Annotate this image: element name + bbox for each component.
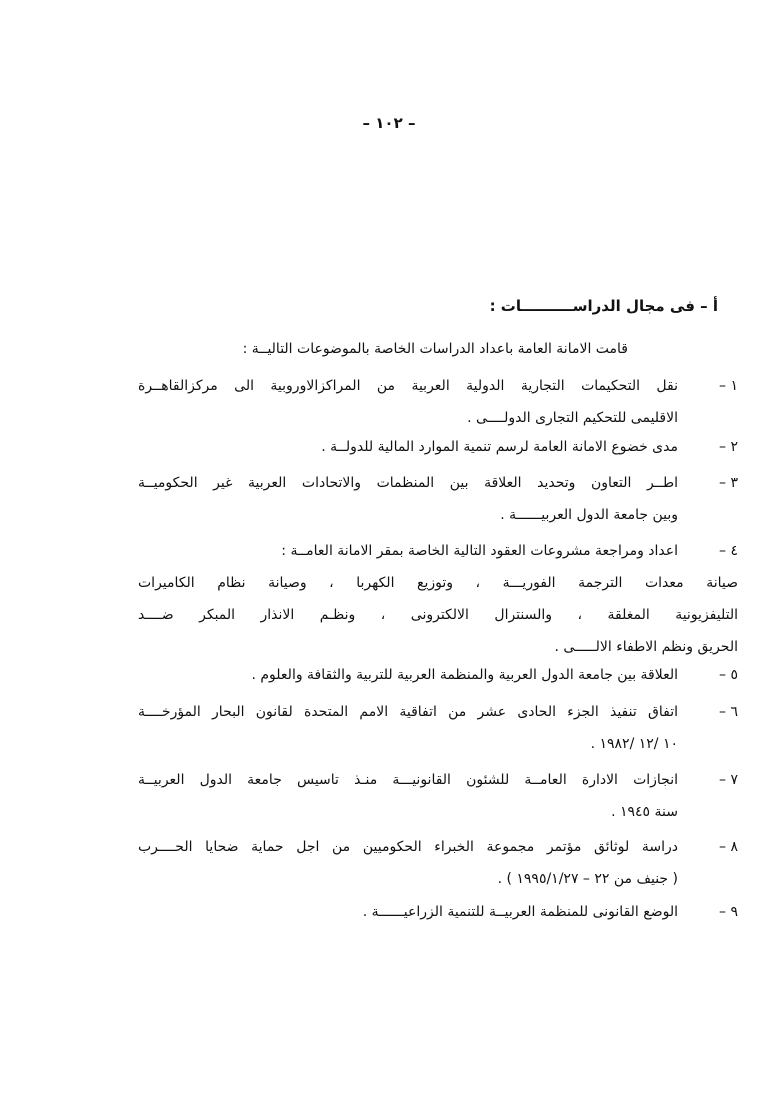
item-text-line: الحريق ونظم الاطفاء الالـــــى . bbox=[554, 639, 738, 655]
item-number: ٦ – bbox=[719, 704, 738, 720]
item-number: ٨ – bbox=[719, 839, 738, 855]
item-number: ٣ – bbox=[719, 475, 738, 491]
list-item bbox=[138, 896, 738, 928]
item-text-line: سنة ١٩٤٥ . bbox=[611, 804, 678, 820]
item-text-line: اعداد ومراجعة مشروعات العقود التالية الخاصة بمقر الامانة العامــة : bbox=[281, 543, 678, 559]
list-item bbox=[138, 370, 738, 434]
list-item bbox=[138, 764, 738, 828]
page-number: – ١٠٢ – bbox=[362, 114, 416, 132]
item-text-line: الوضع القانونى للمنظمة العربيــة للتنمية الزراعيــــــة . bbox=[362, 904, 678, 920]
item-text-line: مدى خضوع الامانة العامة لرسم تنمية الموارد المالية للدولــة . bbox=[321, 439, 678, 455]
item-number: ٩ – bbox=[719, 904, 738, 920]
list-item bbox=[138, 467, 738, 531]
list-item bbox=[138, 831, 738, 895]
intro-paragraph: قامت الامانة العامة باعداد الدراسات الخاصة بالموضوعات التاليــة : bbox=[242, 341, 628, 357]
item-text-line: نقل التحكيمات التجارية الدولية العربية من المراكزالاوروبية الى مركزالقاهــرة bbox=[138, 378, 678, 394]
item-text-line: ( جنيف من ٢٢ – ١٩٩٥/١/٢٧ ) . bbox=[497, 871, 678, 887]
section-heading: أ – فى مجال الدراســــــــــات : bbox=[489, 297, 718, 315]
item-text-line: الاقليمى للتحكيم التجارى الدولــــى . bbox=[467, 410, 678, 426]
item-text-line: صيانة معدات الترجمة الفوريـــة ، وتوزيع الكهربا ، وصيانة نظام الكاميرات bbox=[138, 575, 738, 591]
item-number: ٧ – bbox=[719, 772, 738, 788]
list-item bbox=[138, 696, 738, 760]
list-item bbox=[138, 431, 738, 463]
item-text-line: وبين جامعة الدول العربيــــــة . bbox=[500, 507, 678, 523]
list-item bbox=[138, 659, 738, 691]
item-text-line: ١٠ /١٢ /١٩٨٢ . bbox=[590, 736, 678, 752]
item-text-line: اتفاق تنفيذ الجزء الحادى عشر من اتفاقية الامم المتحدة لقانون البحار المؤرخــــة bbox=[138, 704, 678, 720]
item-text-line: العلاقة بين جامعة الدول العربية والمنظمة العربية للتربية والثقافة والعلوم . bbox=[251, 667, 678, 683]
item-number: ٢ – bbox=[719, 439, 738, 455]
item-text-line: التليفزيونية المغلقة ، والسنترال الالكترونى ، ونظـم الانذار المبكر ضــــد bbox=[138, 607, 738, 623]
item-text-line: اطــر التعاون وتحديد العلاقة بين المنظمات والاتحادات العربية غير الحكوميــة bbox=[138, 475, 678, 491]
item-text-line: انجازات الادارة العامــة للشئون القانونيـــة منـذ تاسيس جامعة الدول العربيــة bbox=[138, 772, 678, 788]
item-number: ١ – bbox=[719, 378, 738, 394]
item-text-line: دراسة لوثائق مؤتمر مجموعة الخبراء الحكوميين من اجل حماية ضحايا الحــــرب bbox=[138, 839, 678, 855]
item-number: ٥ – bbox=[719, 667, 738, 683]
list-item bbox=[138, 535, 738, 663]
item-number: ٤ – bbox=[719, 543, 738, 559]
